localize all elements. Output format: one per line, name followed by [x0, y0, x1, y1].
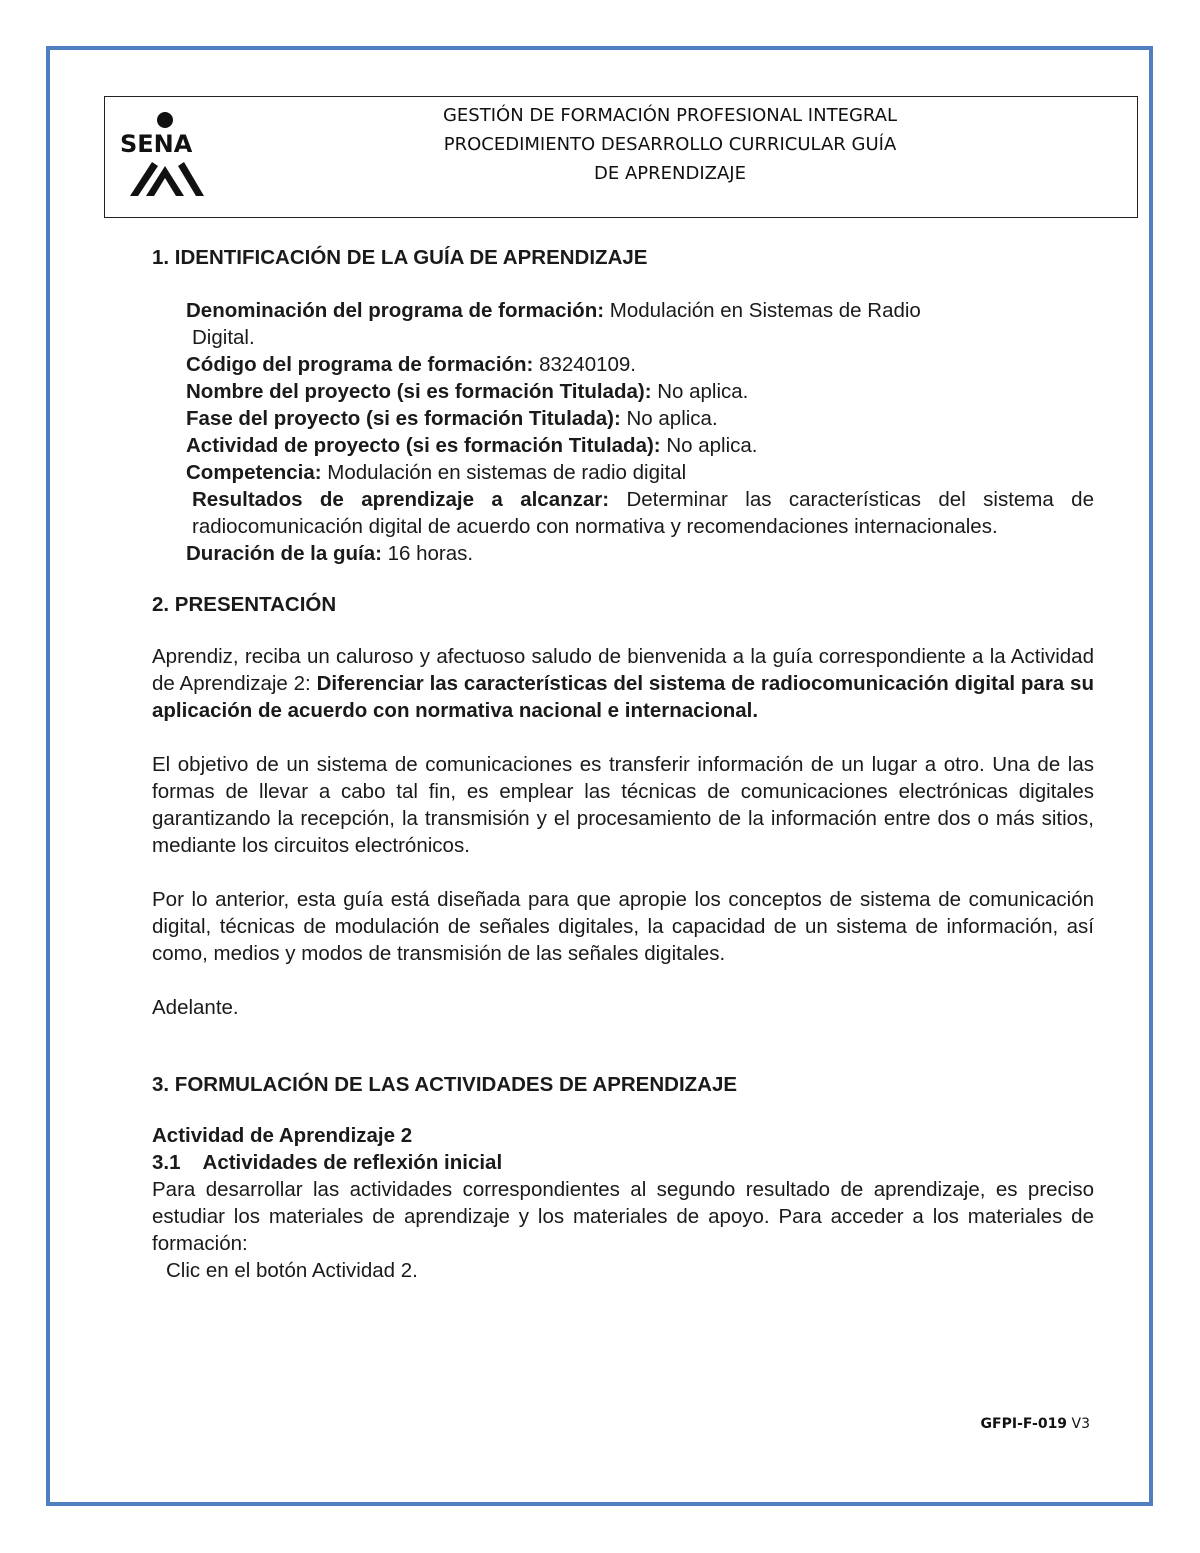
presentation-p4: Adelante.	[152, 996, 239, 1019]
programa-line	[186, 297, 1094, 324]
fase-value: No aplica.	[620, 407, 718, 430]
actividad-label: Actividad de proyecto (si es formación Titulada):	[186, 434, 661, 457]
form-code-id: GFPI-F-019	[980, 1416, 1068, 1432]
form-code	[981, 1416, 1090, 1432]
resultados-label: Resultados de aprendizaje a alcanzar:	[192, 488, 610, 511]
section3-heading: 3. FORMULACIÓN DE LAS ACTIVIDADES DE APRENDIZAJE	[152, 1073, 738, 1096]
actividad-line	[186, 432, 1094, 459]
actividad-value: No aplica.	[660, 434, 758, 457]
codigo-label: Código del programa de formación:	[186, 353, 534, 376]
fase-label: Fase del proyecto (si es formación Titulada):	[186, 407, 621, 430]
competencia-label: Competencia:	[186, 461, 322, 484]
presentation-p1-text: Aprendiz, reciba un caluroso y afectuoso saludo de bienvenida a la guía correspondiente a la Actividad de Aprendizaje 2:	[152, 645, 1094, 695]
header-title	[210, 101, 1130, 188]
subsection-heading: 3.1 Actividades de reflexión inicial	[152, 1151, 503, 1174]
activities-p2: Clic en el botón Actividad 2.	[166, 1259, 418, 1282]
proyecto-line	[186, 378, 1094, 405]
form-code-version: V3	[1067, 1416, 1090, 1432]
presentation-p2: El objetivo de un sistema de comunicaciones es transferir información de un lugar a otro. Una de las formas de llevar a cabo tal fin, es emplear las técnicas de comunicaciones electrónicas digitales garantizando la recepción, la transmisión y el procesamiento de la información entre dos o más sitios, mediante los circuitos electrónicos.	[152, 753, 1094, 857]
resultados-line	[186, 486, 1094, 540]
resultados-value: Determinar las características del sistema de radiocomunicación digital de acuerdo con normativa y recomendaciones internacionales.	[192, 488, 1094, 538]
activities-p1: Para desarrollar las actividades correspondientes al segundo resultado de aprendizaje, es preciso estudiar los materiales de aprendizaje y los materiales de apoyo. Para acceder a los materiales de formación:	[152, 1178, 1094, 1255]
identification-list	[152, 297, 1094, 567]
codigo-line	[186, 351, 1094, 378]
proyecto-label: Nombre del proyecto (si es formación Titulada):	[186, 380, 652, 403]
header-title-line1: GESTIÓN DE FORMACIÓN PROFESIONAL INTEGRAL	[442, 105, 898, 126]
proyecto-value: No aplica.	[651, 380, 749, 403]
header-title-line2: PROCEDIMIENTO DESARROLLO CURRICULAR GUÍA	[443, 134, 897, 155]
activity-title: Actividad de Aprendizaje 2	[152, 1124, 413, 1147]
sena-logo	[118, 108, 208, 200]
document-body	[152, 244, 1094, 1284]
section2-heading: 2. PRESENTACIÓN	[152, 593, 337, 616]
programa-label: Denominación del programa de formación:	[186, 299, 605, 322]
duracion-label: Duración de la guía:	[186, 542, 382, 565]
competencia-value: Modulación en sistemas de radio digital	[321, 461, 687, 484]
duracion-value: 16 horas.	[381, 542, 474, 565]
duracion-line	[186, 540, 1094, 567]
programa-value-cont: Digital.	[192, 326, 255, 349]
codigo-value: 83240109.	[533, 353, 636, 376]
programa-value: Modulación en Sistemas de Radio	[604, 299, 921, 322]
header-title-line3: DE APRENDIZAJE	[594, 163, 746, 184]
presentation-p1	[152, 643, 1094, 724]
sena-logo-text: SENA	[120, 130, 193, 158]
presentation-p1-bold: Diferenciar las características del sistema de radiocomunicación digital para su aplicación de acuerdo con normativa nacional e internacional.	[152, 672, 1094, 722]
presentation-p3: Por lo anterior, esta guía está diseñada para que apropie los conceptos de sistema de comunicación digital, técnicas de modulación de señales digitales, la capacidad de un sistema de información, así como, medios y modos de transmisión de las señales digitales.	[152, 888, 1094, 965]
section1-heading: 1. IDENTIFICACIÓN DE LA GUÍA DE APRENDIZAJE	[152, 246, 648, 269]
fase-line	[186, 405, 1094, 432]
competencia-line	[186, 459, 1094, 486]
